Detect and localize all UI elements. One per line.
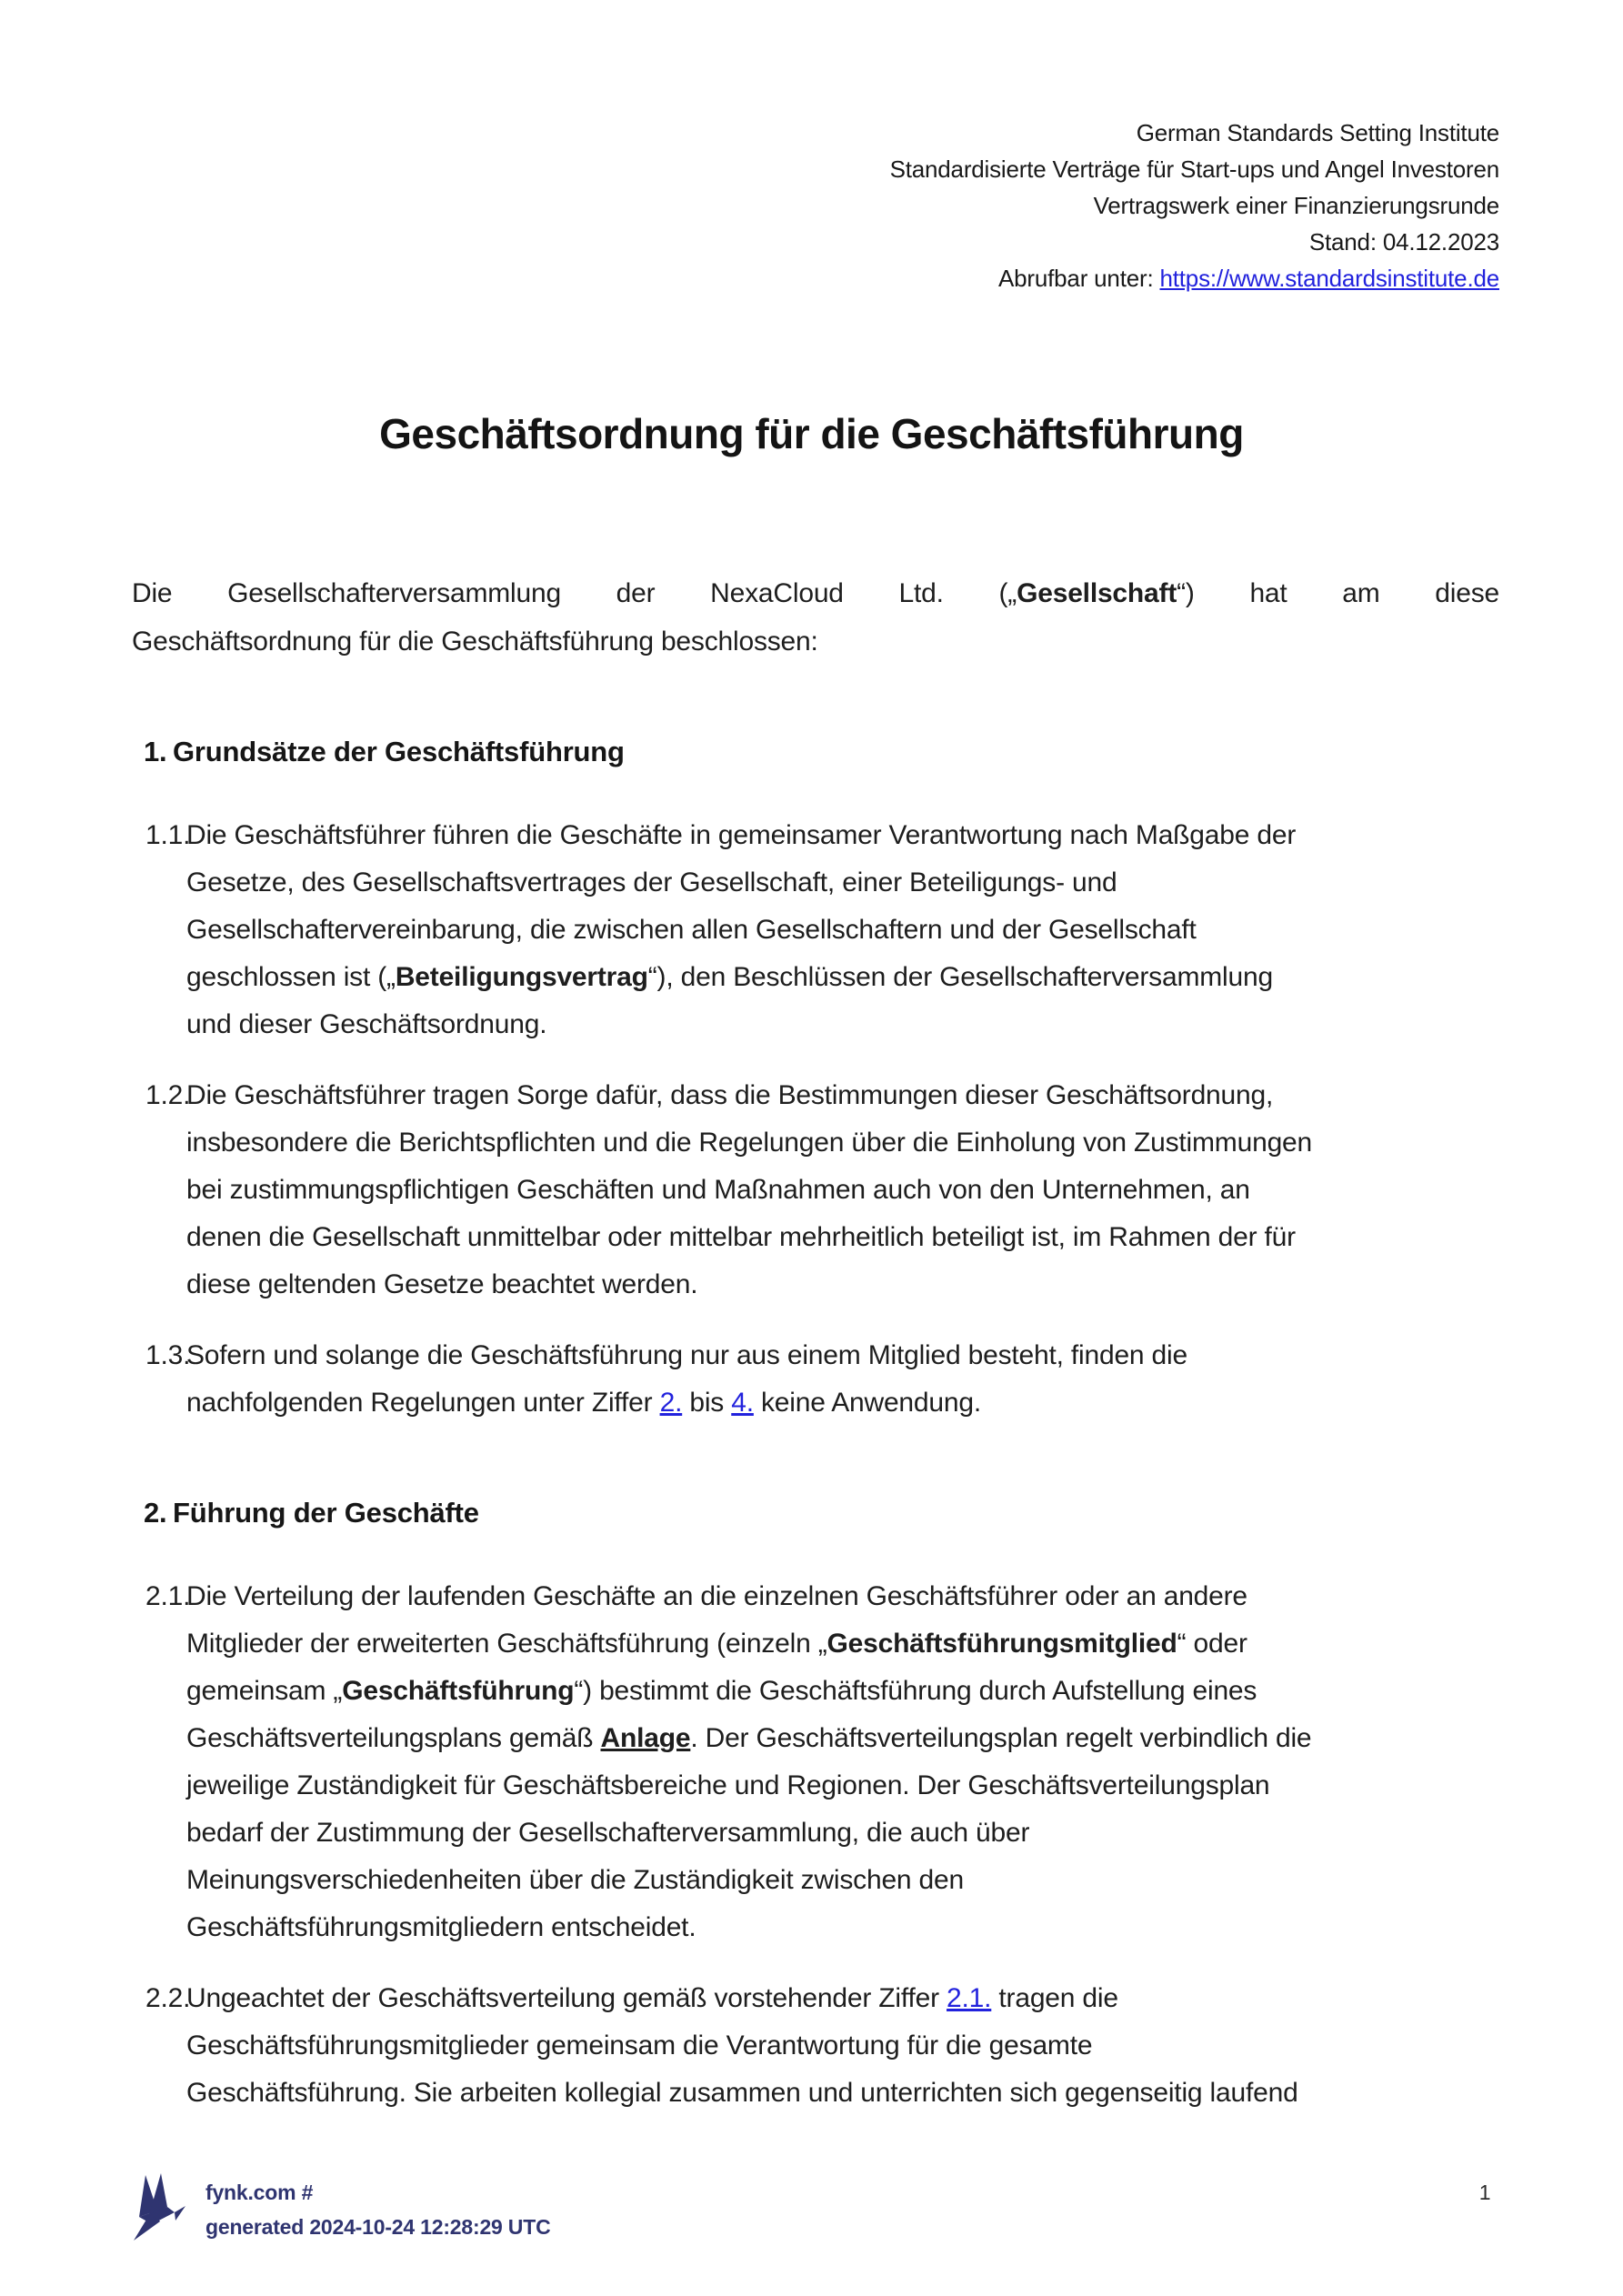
letterhead-url-link[interactable]: https://www.standardsinstitute.de xyxy=(1159,265,1499,292)
text-run: geschlossen ist („ xyxy=(186,962,396,992)
clause-item xyxy=(0,1072,1623,1308)
letterhead xyxy=(890,115,1499,296)
clause-text xyxy=(186,1975,1505,2117)
text-run: insbesondere die Berichtspflichten und die Regelungen über die Einholung von Zustimmungen xyxy=(186,1128,1313,1158)
clause-item xyxy=(0,812,1623,1048)
text-run: jeweilige Zuständigkeit für Geschäftsbereiche und Regionen. Der Geschäftsverteilungsplan xyxy=(186,1770,1270,1800)
text-run: “ oder xyxy=(1177,1629,1247,1659)
clause-item xyxy=(0,1573,1623,1951)
section-number: 2. xyxy=(144,1497,167,1529)
text-run: Geschäftsführungsmitglied xyxy=(827,1629,1177,1659)
text-run: Geschäftsführung. Sie arbeiten kollegial zusammen und unterrichten sich gegenseitig laufend xyxy=(186,2078,1298,2108)
section-heading xyxy=(0,1492,1623,1534)
document-title: Geschäftsordnung für die Geschäftsführung xyxy=(379,410,1244,457)
text-run: und dieser Geschäftsordnung. xyxy=(186,1009,547,1039)
section-heading-text: Grundsätze der Geschäftsführung xyxy=(173,736,625,767)
footer-generated-timestamp: generated 2024-10-24 12:28:29 UTC xyxy=(205,2215,551,2239)
text-run: Meinungsverschiedenheiten über die Zuständigkeit zwischen den xyxy=(186,1865,965,1895)
paragraph-line xyxy=(132,617,1499,666)
letterhead-line: German Standards Setting Institute xyxy=(1136,119,1499,146)
cross-reference-link[interactable]: 4. xyxy=(731,1388,754,1418)
footer-text xyxy=(205,2173,550,2244)
section-heading-text: Führung der Geschäfte xyxy=(173,1497,479,1529)
paragraph-line xyxy=(132,569,1499,617)
text-run: keine Anwendung. xyxy=(753,1388,981,1418)
text-run: bedarf der Zustimmung der Gesellschafterversammlung, die auch über xyxy=(186,1818,1030,1848)
text-run: Die Verteilung der laufenden Geschäfte an die einzelnen Geschäftsführer oder an andere xyxy=(186,1581,1247,1611)
text-run: Geschäftsführung xyxy=(342,1676,575,1706)
text-run: “) hat am diese xyxy=(1177,578,1500,608)
section-number: 1. xyxy=(144,736,167,767)
clause-number: 1.2. xyxy=(145,1080,191,1110)
letterhead-line: Standardisierte Verträge für Start-ups und Angel Investoren xyxy=(889,155,1499,183)
intro-paragraph xyxy=(0,569,1623,666)
clause-text xyxy=(186,1573,1505,1951)
clause-text xyxy=(186,1072,1505,1308)
text-run: . Der Geschäftsverteilungsplan regelt verbindlich die xyxy=(690,1723,1312,1753)
cross-reference-link[interactable]: 2.1. xyxy=(947,1983,992,2013)
text-run: gemeinsam „ xyxy=(186,1676,343,1706)
clause-text xyxy=(186,1332,1505,1427)
origami-crane-icon xyxy=(133,2173,185,2242)
text-run: denen die Gesellschaft unmittelbar oder mittelbar mehrheitlich beteiligt ist, im Rahmen der für xyxy=(186,1222,1296,1252)
text-run: Geschäftsordnung für die Geschäftsführung beschlossen: xyxy=(132,627,818,657)
footer-brand: fynk.com # xyxy=(205,2181,314,2204)
text-run: Ungeachtet der Geschäftsverteilung gemäß vorstehender Ziffer xyxy=(186,1983,947,2013)
text-run: Mitglieder der erweiterten Geschäftsführung (einzeln „ xyxy=(186,1629,827,1659)
text-run: Anlage xyxy=(600,1723,691,1753)
letterhead-availability-label: Abrufbar unter: xyxy=(998,265,1160,292)
letterhead-line: Stand: 04.12.2023 xyxy=(1308,228,1499,256)
letterhead-line: Vertragswerk einer Finanzierungsrunde xyxy=(1093,192,1499,219)
text-run: Gesellschaft xyxy=(1017,578,1177,608)
section-heading xyxy=(0,731,1623,773)
text-run: Die Geschäftsführer tragen Sorge dafür, dass die Bestimmungen dieser Geschäftsordnung, xyxy=(186,1080,1274,1110)
clause-item xyxy=(0,1975,1623,2117)
text-run: Beteiligungsvertrag xyxy=(395,962,648,992)
letterhead-lines xyxy=(890,115,1499,260)
document-body xyxy=(0,569,1623,2117)
text-run: Geschäftsverteilungsplans gemäß xyxy=(186,1723,601,1753)
text-run: Die Geschäftsführer führen die Geschäfte in gemeinsamer Verantwortung nach Maßgabe der xyxy=(186,820,1297,850)
page-number: 1 xyxy=(1478,2181,1491,2204)
text-run: Die Gesellschafterversammlung der NexaCloud Ltd. („ xyxy=(132,578,1017,608)
cross-reference-link[interactable]: 2. xyxy=(659,1388,683,1418)
letterhead-availability xyxy=(890,260,1499,296)
text-run: Sofern und solange die Geschäftsführung nur aus einem Mitglied besteht, finden die xyxy=(186,1340,1187,1370)
text-run: bei zustimmungspflichtigen Geschäften und Maßnahmen auch von den Unternehmen, an xyxy=(186,1175,1250,1205)
clause-number: 2.1. xyxy=(145,1581,191,1611)
clause-item xyxy=(0,1332,1623,1427)
text-run: bis xyxy=(682,1388,732,1418)
clause-text xyxy=(186,812,1505,1048)
clause-number: 1.3. xyxy=(145,1340,191,1370)
text-run: Gesellschaftervereinbarung, die zwischen allen Gesellschaftern und der Gesellschaft xyxy=(186,915,1197,945)
text-run: “), den Beschlüssen der Gesellschafterversammlung xyxy=(647,962,1273,992)
text-run: tragen die xyxy=(991,1983,1118,2013)
clause-number: 2.2. xyxy=(145,1983,191,2013)
text-run: diese geltenden Gesetze beachtet werden. xyxy=(186,1269,698,1299)
text-run: “) bestimmt die Geschäftsführung durch Aufstellung eines xyxy=(574,1676,1257,1706)
page-footer xyxy=(133,2173,550,2244)
text-run: nachfolgenden Regelungen unter Ziffer xyxy=(186,1388,660,1418)
text-run: Gesetze, des Gesellschaftsvertrages der Gesellschaft, einer Beteiligungs- und xyxy=(186,867,1117,897)
clause-number: 1.1. xyxy=(145,820,191,850)
text-run: Geschäftsführungsmitglieder gemeinsam die Verantwortung für die gesamte xyxy=(186,2030,1093,2060)
text-run: Geschäftsführungsmitgliedern entscheidet. xyxy=(186,1912,696,1942)
